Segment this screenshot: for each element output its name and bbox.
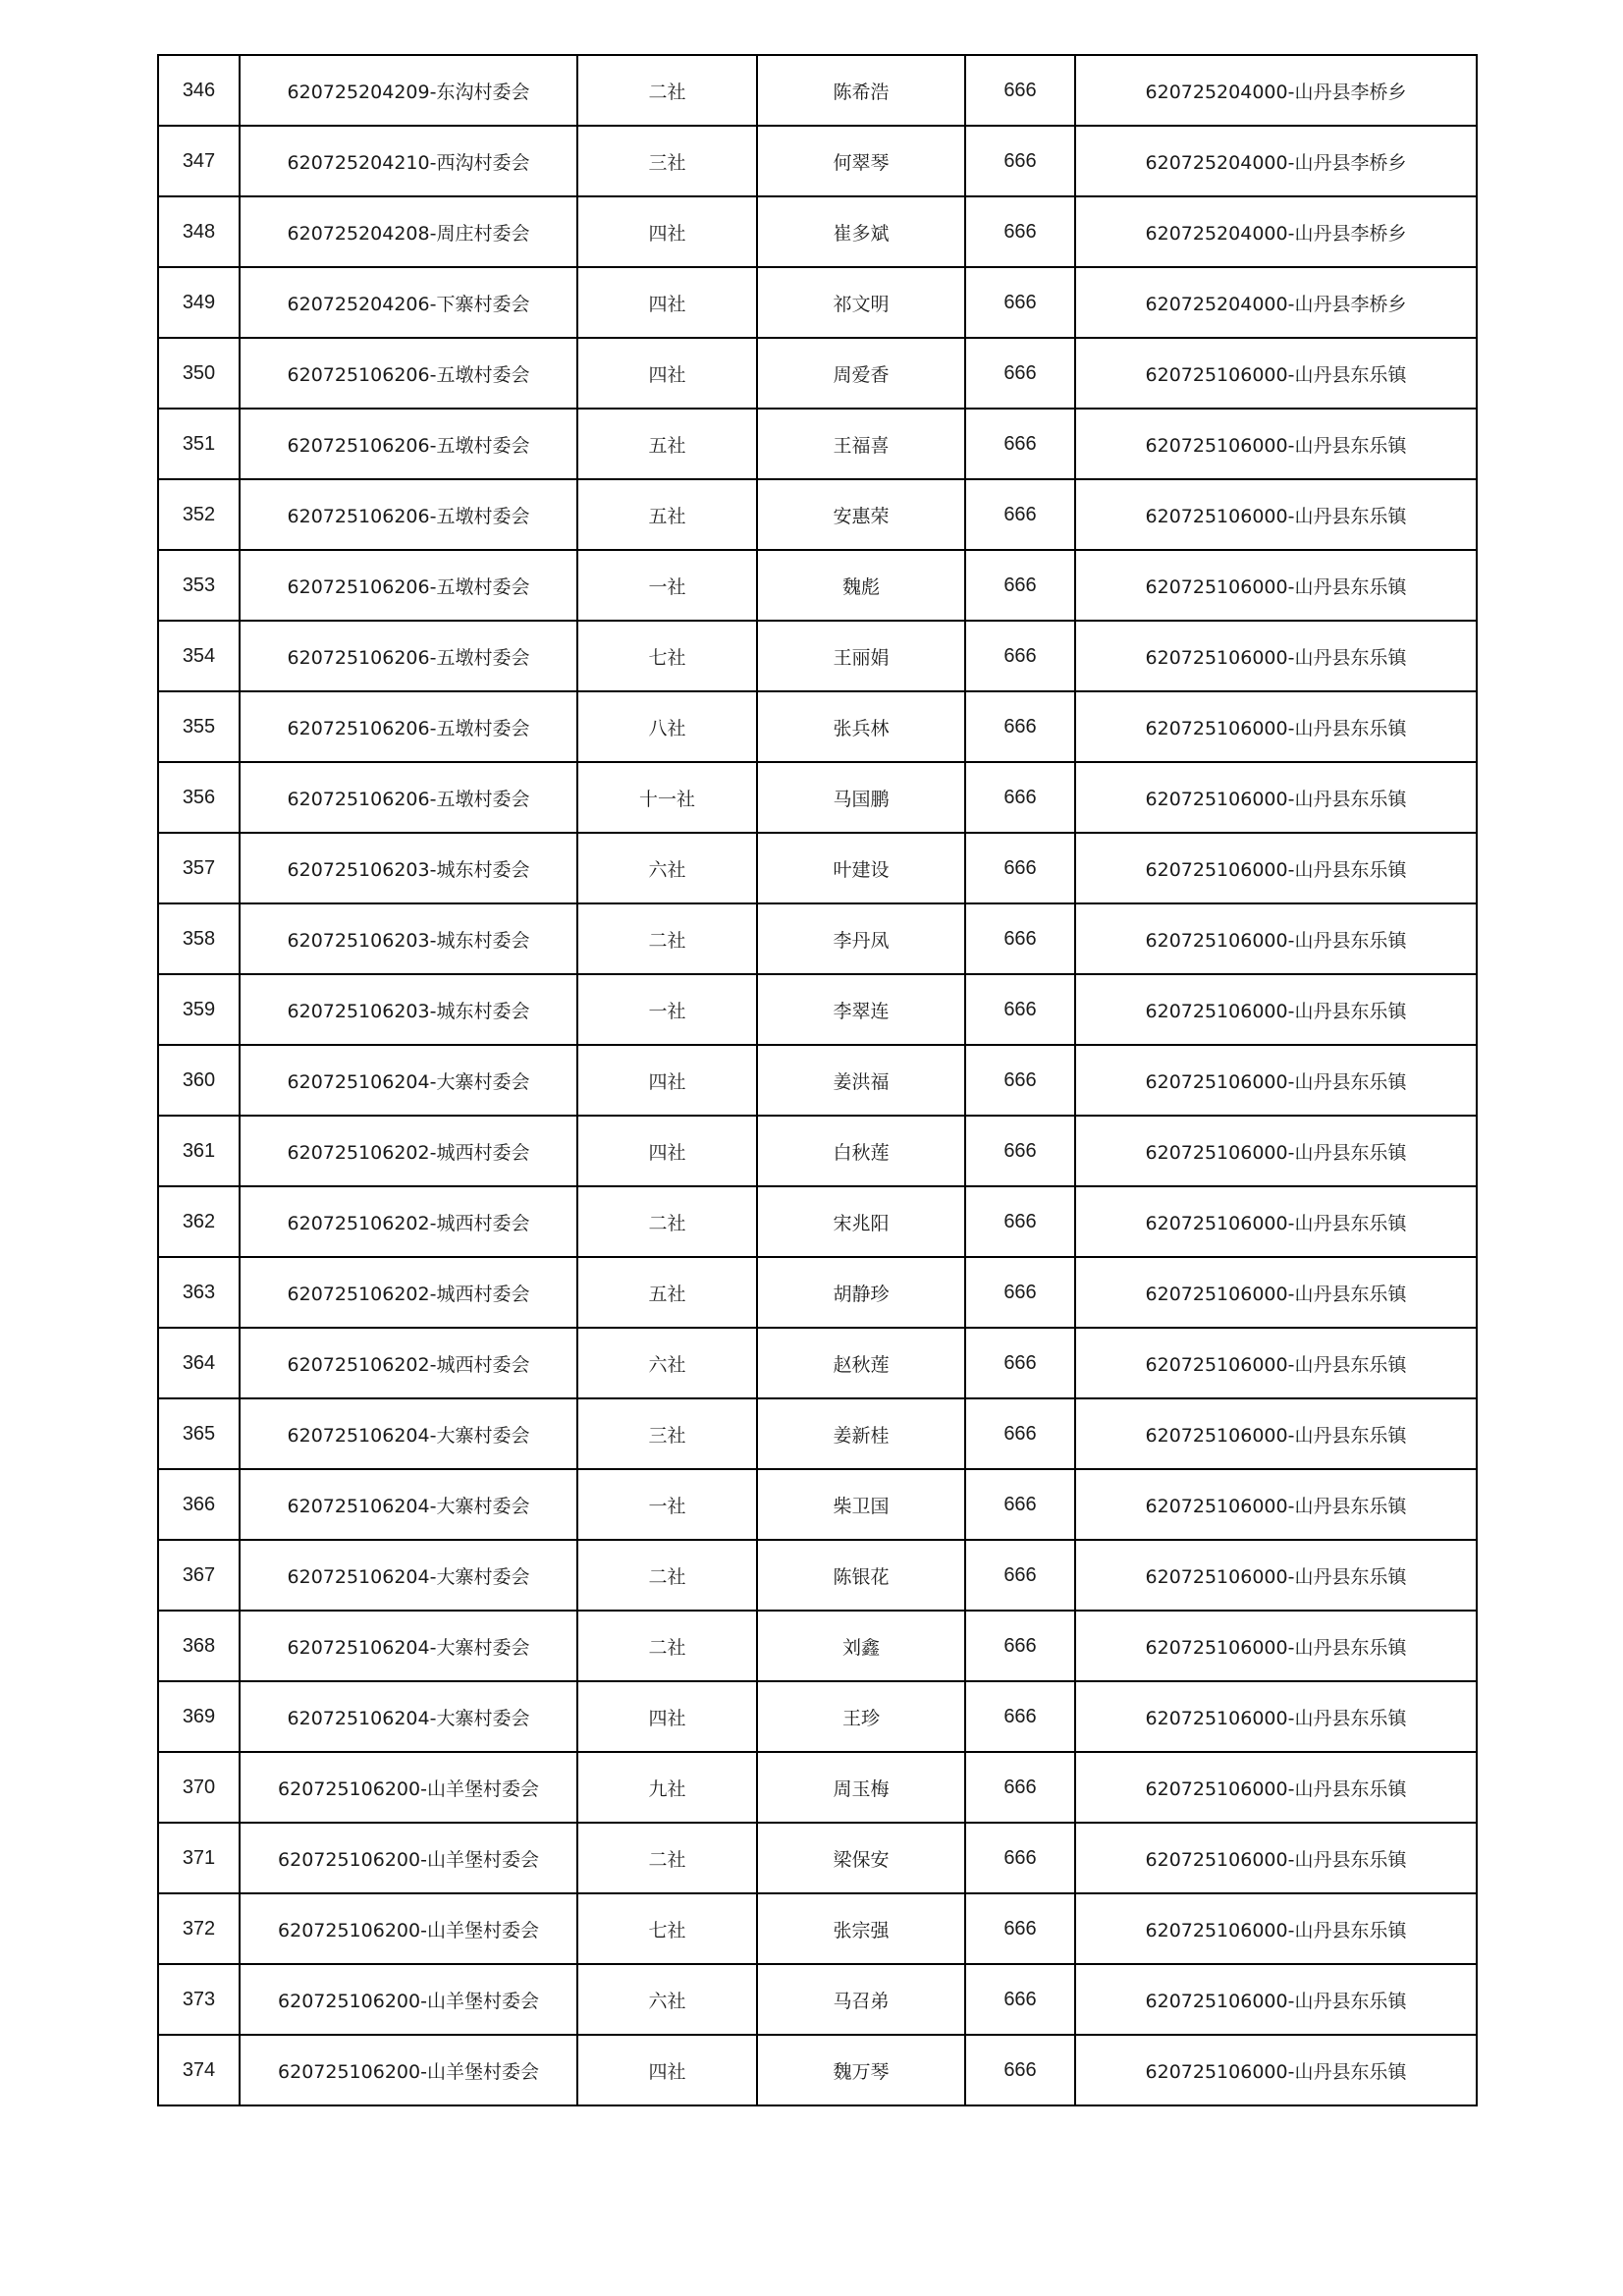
cell-serial-number: 356: [158, 762, 240, 833]
cell-township: 620725106000-山丹县东乐镇: [1075, 1681, 1477, 1752]
cell-village-group: 二社: [577, 1186, 757, 1257]
cell-township: 620725106000-山丹县东乐镇: [1075, 479, 1477, 550]
cell-person-name: 李丹凤: [757, 903, 965, 974]
cell-village-committee: 620725204206-下寨村委会: [240, 267, 577, 338]
cell-amount: 666: [965, 1398, 1075, 1469]
cell-amount: 666: [965, 1540, 1075, 1611]
cell-township: 620725106000-山丹县东乐镇: [1075, 1328, 1477, 1398]
table-row: [158, 621, 1477, 691]
cell-village-group: 六社: [577, 1964, 757, 2035]
cell-serial-number: 361: [158, 1116, 240, 1186]
cell-amount: 666: [965, 762, 1075, 833]
cell-township: 620725106000-山丹县东乐镇: [1075, 1398, 1477, 1469]
cell-serial-number: 350: [158, 338, 240, 409]
cell-amount: 666: [965, 1893, 1075, 1964]
cell-village-committee: 620725106206-五墩村委会: [240, 762, 577, 833]
cell-township: 620725106000-山丹县东乐镇: [1075, 338, 1477, 409]
cell-village-group: 二社: [577, 1540, 757, 1611]
cell-person-name: 魏万琴: [757, 2035, 965, 2105]
cell-township: 620725106000-山丹县东乐镇: [1075, 409, 1477, 479]
cell-village-group: 四社: [577, 1045, 757, 1116]
cell-village-committee: 620725106200-山羊堡村委会: [240, 1893, 577, 1964]
cell-village-group: 九社: [577, 1752, 757, 1823]
cell-township: 620725106000-山丹县东乐镇: [1075, 1186, 1477, 1257]
cell-village-committee: 620725106204-大寨村委会: [240, 1469, 577, 1540]
cell-township: 620725106000-山丹县东乐镇: [1075, 1116, 1477, 1186]
cell-village-group: 七社: [577, 1893, 757, 1964]
cell-serial-number: 352: [158, 479, 240, 550]
cell-serial-number: 349: [158, 267, 240, 338]
cell-village-group: 八社: [577, 691, 757, 762]
table-row: [158, 55, 1477, 126]
cell-village-group: 三社: [577, 126, 757, 196]
cell-township: 620725204000-山丹县李桥乡: [1075, 267, 1477, 338]
cell-village-committee: 620725204209-东沟村委会: [240, 55, 577, 126]
table-body: [158, 55, 1477, 2105]
table-row: [158, 903, 1477, 974]
cell-person-name: 安惠荣: [757, 479, 965, 550]
table-row: [158, 267, 1477, 338]
cell-township: 620725106000-山丹县东乐镇: [1075, 1540, 1477, 1611]
cell-amount: 666: [965, 1823, 1075, 1893]
cell-person-name: 白秋莲: [757, 1116, 965, 1186]
cell-village-committee: 620725106200-山羊堡村委会: [240, 1752, 577, 1823]
cell-serial-number: 366: [158, 1469, 240, 1540]
cell-village-committee: 620725106206-五墩村委会: [240, 550, 577, 621]
cell-village-group: 四社: [577, 267, 757, 338]
cell-village-committee: 620725106203-城东村委会: [240, 903, 577, 974]
cell-village-committee: 620725106200-山羊堡村委会: [240, 1964, 577, 2035]
table-row: [158, 1116, 1477, 1186]
cell-amount: 666: [965, 126, 1075, 196]
cell-township: 620725106000-山丹县东乐镇: [1075, 550, 1477, 621]
cell-village-committee: 620725106206-五墩村委会: [240, 691, 577, 762]
cell-amount: 666: [965, 267, 1075, 338]
table-row: [158, 762, 1477, 833]
cell-person-name: 祁文明: [757, 267, 965, 338]
cell-village-group: 十一社: [577, 762, 757, 833]
cell-village-committee: 620725106202-城西村委会: [240, 1186, 577, 1257]
cell-serial-number: 363: [158, 1257, 240, 1328]
cell-amount: 666: [965, 479, 1075, 550]
table-row: [158, 1398, 1477, 1469]
cell-serial-number: 367: [158, 1540, 240, 1611]
cell-amount: 666: [965, 974, 1075, 1045]
cell-amount: 666: [965, 1186, 1075, 1257]
cell-person-name: 梁保安: [757, 1823, 965, 1893]
cell-serial-number: 359: [158, 974, 240, 1045]
cell-village-committee: 620725106200-山羊堡村委会: [240, 1823, 577, 1893]
cell-township: 620725204000-山丹县李桥乡: [1075, 126, 1477, 196]
cell-township: 620725106000-山丹县东乐镇: [1075, 1611, 1477, 1681]
cell-amount: 666: [965, 1469, 1075, 1540]
cell-person-name: 张兵林: [757, 691, 965, 762]
cell-person-name: 胡静珍: [757, 1257, 965, 1328]
table-row: [158, 1681, 1477, 1752]
cell-township: 620725106000-山丹县东乐镇: [1075, 1257, 1477, 1328]
cell-village-group: 二社: [577, 55, 757, 126]
cell-person-name: 崔多斌: [757, 196, 965, 267]
cell-serial-number: 354: [158, 621, 240, 691]
table-row: [158, 1752, 1477, 1823]
cell-amount: 666: [965, 2035, 1075, 2105]
cell-serial-number: 371: [158, 1823, 240, 1893]
cell-village-group: 一社: [577, 550, 757, 621]
cell-person-name: 陈银花: [757, 1540, 965, 1611]
cell-village-committee: 620725106203-城东村委会: [240, 974, 577, 1045]
cell-person-name: 张宗强: [757, 1893, 965, 1964]
cell-serial-number: 369: [158, 1681, 240, 1752]
table-row: [158, 1469, 1477, 1540]
cell-village-committee: 620725106206-五墩村委会: [240, 338, 577, 409]
cell-serial-number: 360: [158, 1045, 240, 1116]
cell-person-name: 刘鑫: [757, 1611, 965, 1681]
cell-amount: 666: [965, 409, 1075, 479]
cell-village-group: 五社: [577, 1257, 757, 1328]
cell-amount: 666: [965, 196, 1075, 267]
cell-village-committee: 620725106202-城西村委会: [240, 1257, 577, 1328]
cell-serial-number: 364: [158, 1328, 240, 1398]
cell-village-committee: 620725106202-城西村委会: [240, 1328, 577, 1398]
cell-village-committee: 620725106206-五墩村委会: [240, 621, 577, 691]
cell-amount: 666: [965, 1964, 1075, 2035]
cell-person-name: 王福喜: [757, 409, 965, 479]
cell-serial-number: 346: [158, 55, 240, 126]
table-row: [158, 338, 1477, 409]
cell-amount: 666: [965, 833, 1075, 903]
cell-person-name: 周玉梅: [757, 1752, 965, 1823]
cell-township: 620725106000-山丹县东乐镇: [1075, 903, 1477, 974]
table-row: [158, 409, 1477, 479]
cell-township: 620725106000-山丹县东乐镇: [1075, 1893, 1477, 1964]
cell-person-name: 姜洪福: [757, 1045, 965, 1116]
cell-amount: 666: [965, 55, 1075, 126]
cell-amount: 666: [965, 1611, 1075, 1681]
table-row: [158, 1823, 1477, 1893]
cell-serial-number: 370: [158, 1752, 240, 1823]
cell-village-group: 六社: [577, 1328, 757, 1398]
cell-village-committee: 620725106204-大寨村委会: [240, 1398, 577, 1469]
cell-village-committee: 620725106206-五墩村委会: [240, 409, 577, 479]
cell-village-group: 五社: [577, 479, 757, 550]
cell-person-name: 马召弟: [757, 1964, 965, 2035]
cell-serial-number: 348: [158, 196, 240, 267]
cell-amount: 666: [965, 1045, 1075, 1116]
table-row: [158, 550, 1477, 621]
cell-serial-number: 374: [158, 2035, 240, 2105]
cell-township: 620725106000-山丹县东乐镇: [1075, 1045, 1477, 1116]
cell-village-committee: 620725204210-西沟村委会: [240, 126, 577, 196]
table-row: [158, 1257, 1477, 1328]
table-row: [158, 1186, 1477, 1257]
cell-serial-number: 355: [158, 691, 240, 762]
cell-amount: 666: [965, 903, 1075, 974]
cell-serial-number: 368: [158, 1611, 240, 1681]
table-row: [158, 479, 1477, 550]
cell-village-committee: 620725106204-大寨村委会: [240, 1611, 577, 1681]
cell-township: 620725204000-山丹县李桥乡: [1075, 55, 1477, 126]
cell-amount: 666: [965, 1257, 1075, 1328]
cell-person-name: 魏彪: [757, 550, 965, 621]
table-row: [158, 1540, 1477, 1611]
cell-amount: 666: [965, 1328, 1075, 1398]
cell-serial-number: 351: [158, 409, 240, 479]
cell-village-group: 四社: [577, 1681, 757, 1752]
table-row: [158, 1045, 1477, 1116]
table-row: [158, 1611, 1477, 1681]
table-row: [158, 974, 1477, 1045]
cell-village-group: 四社: [577, 196, 757, 267]
cell-village-group: 六社: [577, 833, 757, 903]
cell-township: 620725106000-山丹县东乐镇: [1075, 1752, 1477, 1823]
cell-person-name: 柴卫国: [757, 1469, 965, 1540]
cell-person-name: 叶建设: [757, 833, 965, 903]
cell-village-group: 三社: [577, 1398, 757, 1469]
cell-person-name: 陈希浩: [757, 55, 965, 126]
table-row: [158, 1964, 1477, 2035]
cell-village-committee: 620725106204-大寨村委会: [240, 1681, 577, 1752]
cell-person-name: 王珍: [757, 1681, 965, 1752]
data-table: [157, 54, 1478, 2106]
cell-person-name: 姜新桂: [757, 1398, 965, 1469]
cell-serial-number: 362: [158, 1186, 240, 1257]
cell-person-name: 宋兆阳: [757, 1186, 965, 1257]
cell-township: 620725106000-山丹县东乐镇: [1075, 691, 1477, 762]
table-row: [158, 691, 1477, 762]
cell-amount: 666: [965, 1681, 1075, 1752]
cell-village-committee: 620725106202-城西村委会: [240, 1116, 577, 1186]
cell-village-committee: 620725106204-大寨村委会: [240, 1045, 577, 1116]
cell-township: 620725106000-山丹县东乐镇: [1075, 833, 1477, 903]
cell-township: 620725106000-山丹县东乐镇: [1075, 1964, 1477, 2035]
cell-township: 620725106000-山丹县东乐镇: [1075, 1469, 1477, 1540]
cell-village-committee: 620725204208-周庄村委会: [240, 196, 577, 267]
cell-amount: 666: [965, 1752, 1075, 1823]
cell-person-name: 赵秋莲: [757, 1328, 965, 1398]
cell-serial-number: 373: [158, 1964, 240, 2035]
cell-amount: 666: [965, 550, 1075, 621]
cell-village-group: 四社: [577, 2035, 757, 2105]
cell-serial-number: 357: [158, 833, 240, 903]
cell-village-group: 一社: [577, 1469, 757, 1540]
cell-person-name: 何翠琴: [757, 126, 965, 196]
table-row: [158, 833, 1477, 903]
cell-person-name: 周爱香: [757, 338, 965, 409]
cell-village-group: 二社: [577, 1611, 757, 1681]
cell-village-group: 四社: [577, 338, 757, 409]
cell-township: 620725106000-山丹县东乐镇: [1075, 1823, 1477, 1893]
cell-village-group: 五社: [577, 409, 757, 479]
cell-village-group: 二社: [577, 1823, 757, 1893]
cell-person-name: 马国鹏: [757, 762, 965, 833]
cell-village-committee: 620725106200-山羊堡村委会: [240, 2035, 577, 2105]
cell-serial-number: 372: [158, 1893, 240, 1964]
cell-village-committee: 620725106206-五墩村委会: [240, 479, 577, 550]
cell-serial-number: 347: [158, 126, 240, 196]
cell-amount: 666: [965, 1116, 1075, 1186]
cell-person-name: 王丽娟: [757, 621, 965, 691]
cell-village-group: 四社: [577, 1116, 757, 1186]
cell-township: 620725106000-山丹县东乐镇: [1075, 762, 1477, 833]
cell-serial-number: 365: [158, 1398, 240, 1469]
cell-serial-number: 358: [158, 903, 240, 974]
cell-person-name: 李翠连: [757, 974, 965, 1045]
cell-village-group: 七社: [577, 621, 757, 691]
cell-amount: 666: [965, 691, 1075, 762]
cell-village-group: 一社: [577, 974, 757, 1045]
table-row: [158, 2035, 1477, 2105]
table-row: [158, 1328, 1477, 1398]
table-row: [158, 126, 1477, 196]
cell-village-committee: 620725106203-城东村委会: [240, 833, 577, 903]
cell-township: 620725106000-山丹县东乐镇: [1075, 2035, 1477, 2105]
cell-township: 620725204000-山丹县李桥乡: [1075, 196, 1477, 267]
cell-amount: 666: [965, 338, 1075, 409]
table-row: [158, 1893, 1477, 1964]
cell-amount: 666: [965, 621, 1075, 691]
cell-township: 620725106000-山丹县东乐镇: [1075, 974, 1477, 1045]
cell-township: 620725106000-山丹县东乐镇: [1075, 621, 1477, 691]
cell-village-group: 二社: [577, 903, 757, 974]
cell-serial-number: 353: [158, 550, 240, 621]
table-row: [158, 196, 1477, 267]
cell-village-committee: 620725106204-大寨村委会: [240, 1540, 577, 1611]
